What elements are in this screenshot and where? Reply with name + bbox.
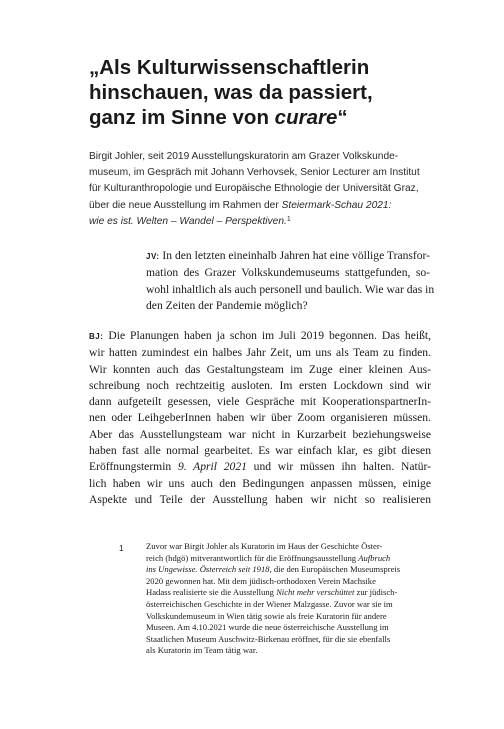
footnote-line: Volkskundemuseum in Wien tätig sowie als freie Kuratorin für andere bbox=[146, 610, 387, 621]
intro-italic: wie es ist. Welten – Wandel – Perspektiven. bbox=[89, 215, 287, 227]
footnote-italic: ins Ungewisse. Österreich seit 1918 bbox=[146, 564, 270, 575]
answer-line: schreibung noch rechtzeitig ausloten. Im ersten Lockdown sind wir bbox=[89, 378, 431, 392]
speaker-label: BJ: bbox=[89, 332, 104, 341]
answer-line: dann aufgeteilt gesessen, viele Gespräche mit KooperationspartnerIn- bbox=[89, 395, 431, 409]
intro-line bbox=[89, 198, 429, 214]
intro-line: Birgit Johler, seit 2019 Ausstellungskuratorin am Grazer Volkskunde- bbox=[89, 151, 399, 162]
intro-line bbox=[89, 214, 429, 230]
footnote-line bbox=[146, 553, 431, 565]
footnote-italic: Nicht mehr verschüttet bbox=[276, 587, 355, 598]
answer-line: lich haben wir uns auch den Bedingungen anpassen müssen, einige bbox=[89, 476, 431, 490]
title-line: hinschauen, was da passiert, bbox=[89, 81, 373, 104]
answer-line: Aber das Ausstellungsteam war nicht in Kurzarbeit beziehungsweise bbox=[89, 427, 431, 441]
answer-text: Eröffnungstermin bbox=[89, 460, 178, 474]
intro-line: für Kulturanthropologie und Europäische Ethnologie der Universität Graz, bbox=[89, 183, 419, 195]
answer-line: haben fast alle normal gearbeitet. Es war einfach klar, es gibt diesen bbox=[89, 444, 431, 458]
footnote-number: 1 bbox=[119, 543, 124, 553]
footnote-line: österreichischen Geschichte in der Wiener Malzgasse. Zuvor war sie im bbox=[146, 598, 393, 609]
question-line bbox=[146, 248, 430, 265]
speaker-label: JV: bbox=[146, 252, 160, 261]
answer-line bbox=[89, 328, 431, 345]
intro-line-text: über die neue Ausstellung im Rahmen der bbox=[89, 199, 282, 211]
answer-date-italic: 9. April 2021 bbox=[177, 460, 247, 474]
answer-line: wir hatten zumindest ein halbes Jahr Zeit, um uns als Team zu finden. bbox=[89, 346, 431, 360]
footnote-text: reich (hdgö) mitverantwortlich für die Eröffnungsausstellung bbox=[146, 552, 359, 563]
answer-line: Wir konnten auch das Gestaltungsteam im Zuge einer kleinen Aus- bbox=[89, 362, 431, 376]
answer-text: Die Planungen haben ja schon im Juli 2019 begonnen. Das heißt, bbox=[103, 329, 431, 342]
footnote-line bbox=[146, 564, 431, 576]
intro-italic: Steiermark-Schau 2021: bbox=[281, 199, 392, 211]
question-line: mation des Grazer Volkskundemuseums stattgefunden, so- bbox=[146, 266, 430, 280]
footnote-text: Hadass realisierte sie die Ausstellung bbox=[146, 587, 277, 598]
question-text: In den letzten eineinhalb Jahren hat eine völlige Transfor- bbox=[159, 249, 431, 262]
footnote-line: Zuvor war Birgit Johler als Kuratorin im Haus der Geschichte Öster- bbox=[146, 541, 383, 551]
title-italic: curare bbox=[274, 106, 338, 129]
footnote-line bbox=[146, 587, 431, 599]
footnote-line: als Kuratorin im Team tätig war. bbox=[146, 645, 258, 656]
footnote-line: Staatlichen Museum Auschwitz-Birkenau eröffnet, für die sie ebenfalls bbox=[146, 633, 391, 644]
answer-line: Aspekte und Teile der Ausstellung haben wir nicht so realisieren bbox=[89, 492, 431, 506]
interview-question bbox=[146, 248, 435, 314]
title-line bbox=[89, 105, 469, 130]
footnote-line: Museen. Am 4.10.2021 wurde die neue österreichische Ausstellung im bbox=[146, 622, 389, 633]
footnote bbox=[146, 541, 431, 657]
answer-line bbox=[89, 459, 431, 475]
footnote-italic: Aufbruch bbox=[358, 552, 391, 563]
answer-line: nen oder LeihgeberInnen haben wir über Zoom organisieren müssen. bbox=[89, 411, 431, 425]
intro-line: museum, im Gespräch mit Johann Verhovsek, Senior Lecturer am Institut bbox=[89, 167, 420, 179]
question-line: wohl inhaltlich als auch personell und baulich. Wie war das in bbox=[146, 282, 435, 296]
page-title bbox=[89, 55, 469, 130]
footnote-line: 2020 gewonnen hat. Mit dem jüdisch-orthodoxen Verein Machsike bbox=[146, 575, 376, 586]
interview-answer bbox=[89, 328, 431, 508]
footnote-text: , die den Europäischen Museumspreis bbox=[269, 564, 401, 575]
title-line: „Als Kulturwissenschaftlerin bbox=[89, 56, 370, 79]
answer-text: und wir müssen ihn halten. Natür- bbox=[246, 460, 431, 474]
title-close-quote: “ bbox=[337, 106, 348, 129]
intro-paragraph bbox=[89, 149, 429, 230]
title-line-text: ganz im Sinne von bbox=[89, 106, 275, 129]
question-line: den Zeiten der Pandemie möglich? bbox=[146, 298, 308, 312]
footnote-text: zur jüdisch- bbox=[354, 587, 398, 598]
footnote-reference[interactable]: 1 bbox=[286, 215, 291, 223]
